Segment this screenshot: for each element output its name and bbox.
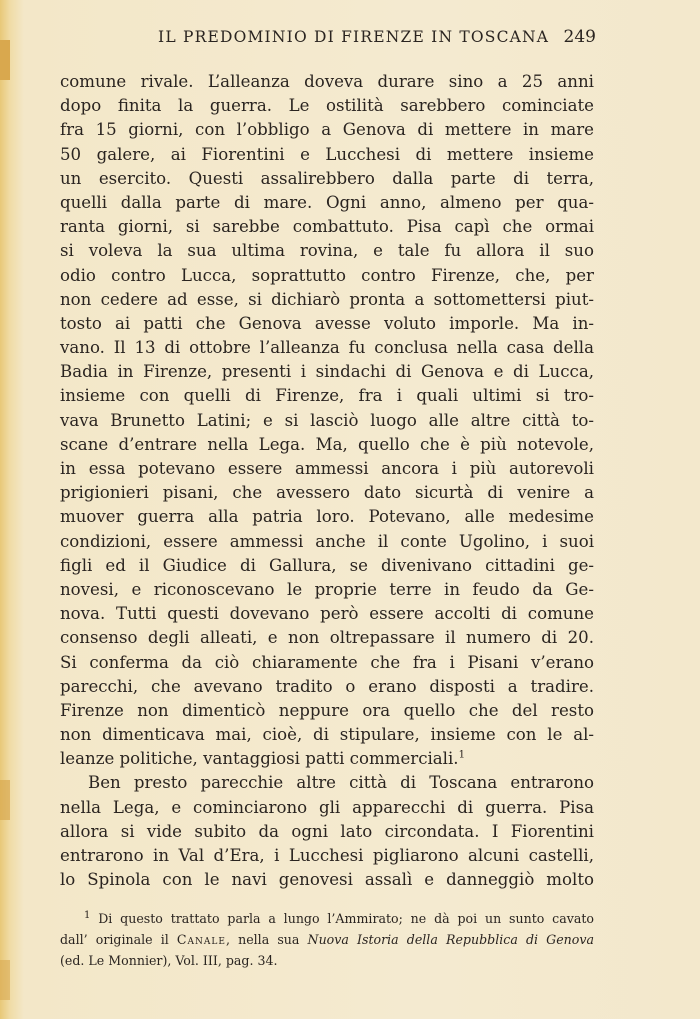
- text-line: nella Lega, e cominciarono gli apparecchi di guerra. Pisa: [60, 797, 594, 817]
- text-line: fra 15 giorni, con l’obbligo a Genova di mettere in mare: [60, 120, 594, 140]
- text-line: comune rivale. L’alleanza doveva durare sino a 25 anni: [60, 72, 594, 91]
- text-line: condizioni, essere ammessi anche il conte Ugolino, i suoi: [60, 531, 594, 551]
- text-line: un esercito. Questi assalirebbero dalla parte di terra,: [60, 168, 594, 188]
- footnote-text: Di questo trattato parla a lungo l’Ammirato; ne dà poi un sunto cavato: [98, 911, 594, 926]
- footnote-line: [60, 908, 594, 929]
- text-line: non cedere ad esse, si dichiarò pronta a sottomettersi piut-: [60, 289, 594, 309]
- text-line: Si conferma da ciò chiaramente che fra i Pisani v’erano: [60, 652, 594, 672]
- text-line: in essa potevano essere ammessi ancora i più autorevoli: [60, 459, 594, 478]
- text-line: quelli dalla parte di mare. Ogni anno, almeno per qua-: [60, 192, 594, 212]
- running-head: IL PREDOMINIO DI FIRENZE IN TOSCANA: [158, 28, 550, 46]
- text-line: vano. Il 13 di ottobre l’alleanza fu conclusa nella casa della: [60, 338, 594, 358]
- text-line: insieme con quelli di Firenze, fra i quali ultimi si tro-: [60, 386, 594, 406]
- footnote-reference: 1: [458, 749, 465, 761]
- main-text: [60, 70, 594, 892]
- page-header: [60, 24, 600, 50]
- text-line: Badia in Firenze, presenti i sindachi di Genova e di Lucca,: [60, 362, 594, 382]
- footnote-book-title: Nuova Istoria della Repubblica di Genova: [307, 932, 594, 947]
- text-line: novesi, e riconoscevano le proprie terre in feudo da Ge-: [60, 579, 594, 599]
- text-line: ranta giorni, si sarebbe combattuto. Pisa capì che ormai: [60, 217, 594, 237]
- text-line: [60, 747, 594, 771]
- text-line: Ben presto parecchie altre città di Toscana entrarono: [88, 773, 594, 793]
- text-line-content: leanze politiche, vantaggiosi patti commerciali.: [60, 749, 459, 769]
- page-edge-stain: [0, 960, 10, 1000]
- text-line: parecchi, che avevano tradito o erano disposti a tradire.: [60, 676, 594, 696]
- text-line: figli ed il Giudice di Gallura, se divenivano cittadini ge-: [60, 555, 594, 575]
- footnote: [60, 908, 594, 971]
- text-line: dopo finita la guerra. Le ostilità sarebbero cominciate: [60, 96, 594, 116]
- text-line: vava Brunetto Latini; e si lasciò luogo alle altre città to-: [60, 410, 594, 430]
- text-line: si voleva la sua ultima rovina, e tale fu allora il suo: [60, 241, 594, 261]
- footnote-text: , nella sua: [225, 932, 308, 947]
- text-line: 50 galere, ai Fiorentini e Lucchesi di mettere insieme: [60, 144, 594, 164]
- text-line: lo Spinola con le navi genovesi assalì e danneggiò molto: [60, 870, 594, 890]
- text-line: nova. Tutti questi dovevano però essere accolti di comune: [60, 604, 594, 624]
- text-line: odio contro Lucca, soprattutto contro Firenze, che, per: [60, 265, 594, 285]
- text-line: scane d’entrare nella Lega. Ma, quello che è più notevole,: [60, 434, 594, 454]
- text-line: allora si vide subito da ogni lato circondata. I Fiorentini: [60, 821, 594, 841]
- footnote-line: (ed. Le Monnier), Vol. III, pag. 34.: [60, 953, 278, 968]
- text-line: non dimenticava mai, cioè, di stipulare, insieme con le al-: [60, 725, 594, 745]
- text-line: muover guerra alla patria loro. Potevano, alle medesime: [60, 507, 594, 527]
- text-line: consenso degli alleati, e non oltrepassare il numero di 20.: [60, 628, 594, 648]
- footnote-text: dall’ originale il: [60, 932, 177, 947]
- text-line: tosto ai patti che Genova avesse voluto imporle. Ma in-: [60, 313, 594, 333]
- text-line: prigionieri pisani, che avessero dato sicurtà di venire a: [60, 483, 594, 503]
- page-edge-stain: [0, 40, 10, 80]
- footnote-author: Canale: [176, 932, 226, 947]
- text-line: entrarono in Val d’Era, i Lucchesi pigliarono alcuni castelli,: [60, 846, 594, 865]
- footnote-marker: 1: [84, 909, 91, 921]
- text-line: Firenze non dimenticò neppure ora quello che del resto: [60, 700, 594, 720]
- page-number: 249: [563, 27, 596, 47]
- footnote-line: [60, 929, 594, 950]
- page-edge-stain: [0, 780, 10, 820]
